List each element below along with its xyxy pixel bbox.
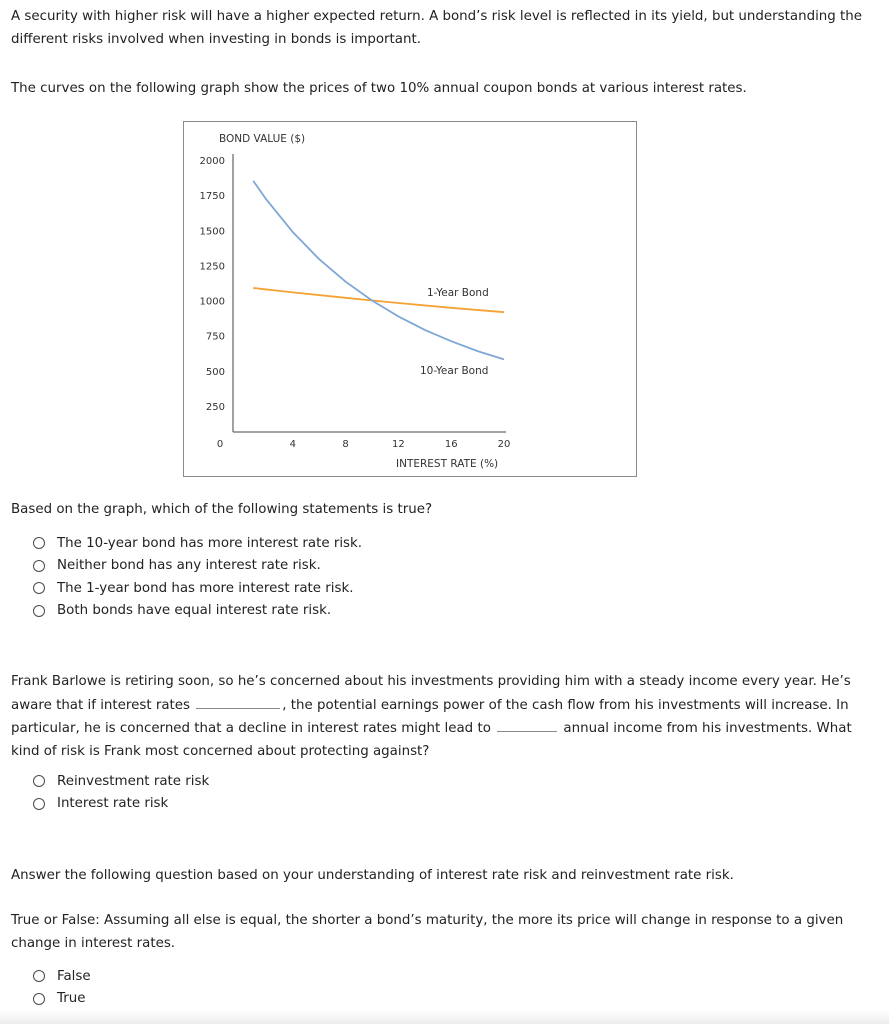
y-tick-label: 250 <box>205 401 225 413</box>
option-label: Neither bond has any interest rate risk. <box>57 558 321 574</box>
x-tick-label: 0 <box>216 439 224 450</box>
x-tick-label: 4 <box>289 439 296 450</box>
option-label: Both bonds have equal interest rate risk. <box>57 603 332 619</box>
series-label-10-year: 10-Year Bond <box>420 365 489 377</box>
y-tick-label: 1500 <box>199 226 225 238</box>
x-tick-label: 12 <box>392 439 405 450</box>
question3-options <box>33 965 91 1010</box>
q1-option-2[interactable] <box>33 555 362 578</box>
radio-button[interactable] <box>33 970 45 982</box>
blank-dropdown-income[interactable] <box>497 717 557 732</box>
y-tick-labels <box>200 156 225 413</box>
option-label: Interest rate risk <box>57 796 169 812</box>
y-tick-label: 500 <box>205 366 225 378</box>
y-tick-label: 2000 <box>199 156 225 167</box>
q2-option-1[interactable] <box>33 770 209 793</box>
question1-options <box>33 532 362 622</box>
option-label: False <box>57 968 91 984</box>
question1-prompt: Based on the graph, which of the following statements is true? <box>11 502 433 517</box>
section3-intro: Answer the following question based on your understanding of interest rate risk and reinvestment rate risk. <box>11 868 734 883</box>
q3-option-false[interactable] <box>33 965 91 988</box>
q2-text-part3: annual income from his investments. What kind of risk is Frank most concerned about protecting against? <box>11 721 852 759</box>
y-tick-label: 1000 <box>199 296 225 308</box>
q2-option-2[interactable] <box>33 793 209 816</box>
option-label: The 10-year bond has more interest rate risk. <box>57 535 363 551</box>
q3-option-true[interactable] <box>33 988 91 1011</box>
question2-options <box>33 770 209 815</box>
x-tick-label: 8 <box>342 439 349 450</box>
intro-text: A security with higher risk will have a higher expected return. A bond’s risk level is reflected in its yield, but understanding the different risks involved when investing in bonds is important. <box>11 9 863 47</box>
q1-option-1[interactable] <box>33 532 362 555</box>
option-label: Reinvestment rate risk <box>57 773 210 789</box>
radio-button[interactable] <box>33 582 45 594</box>
series-lines <box>253 181 504 360</box>
chart-svg <box>184 122 636 476</box>
x-tick-label: 20 <box>497 439 511 450</box>
q1-option-3[interactable] <box>33 577 362 600</box>
radio-button[interactable] <box>33 798 45 810</box>
x-tick-label: 16 <box>444 439 458 450</box>
graph-intro-text: The curves on the following graph show the prices of two 10% annual coupon bonds at various interest rates. <box>11 81 747 96</box>
q2-text-part1: Frank Barlowe is retiring soon, so he’s concerned about his investments providing him with a steady income every year. He’s aware that if interest rates <box>11 674 851 713</box>
bond-value-chart <box>183 121 637 477</box>
blank-dropdown-rates[interactable] <box>196 694 280 709</box>
series-label-1-year: 1-Year Bond <box>427 287 489 299</box>
bottom-edge <box>0 1010 889 1024</box>
question3-prompt: True or False: Assuming all else is equal, the shorter a bond’s maturity, the more its price will change in response to a given change in interest rates. <box>11 913 844 951</box>
x-tick-labels <box>217 439 511 450</box>
radio-button[interactable] <box>33 775 45 787</box>
option-label: True <box>57 991 86 1007</box>
x-axis-label: INTEREST RATE (%) <box>396 458 499 470</box>
radio-button[interactable] <box>33 605 45 617</box>
q2-text-part2: , the potential earnings power of the cash flow from his investments will increase. In particular, he is concerned that a decline in interest rates might lead to <box>11 697 849 736</box>
y-tick-label: 1250 <box>199 261 225 273</box>
q1-option-4[interactable] <box>33 600 362 623</box>
question2-text <box>11 671 871 763</box>
radio-button[interactable] <box>33 993 45 1005</box>
y-axis-label: BOND VALUE ($) <box>219 133 306 145</box>
radio-button[interactable] <box>33 537 45 549</box>
y-tick-label: 1750 <box>199 191 225 203</box>
option-label: The 1-year bond has more interest rate risk. <box>57 580 354 596</box>
y-tick-label: 750 <box>205 331 225 343</box>
series-line-10-year-bond <box>253 181 504 360</box>
radio-button[interactable] <box>33 560 45 572</box>
